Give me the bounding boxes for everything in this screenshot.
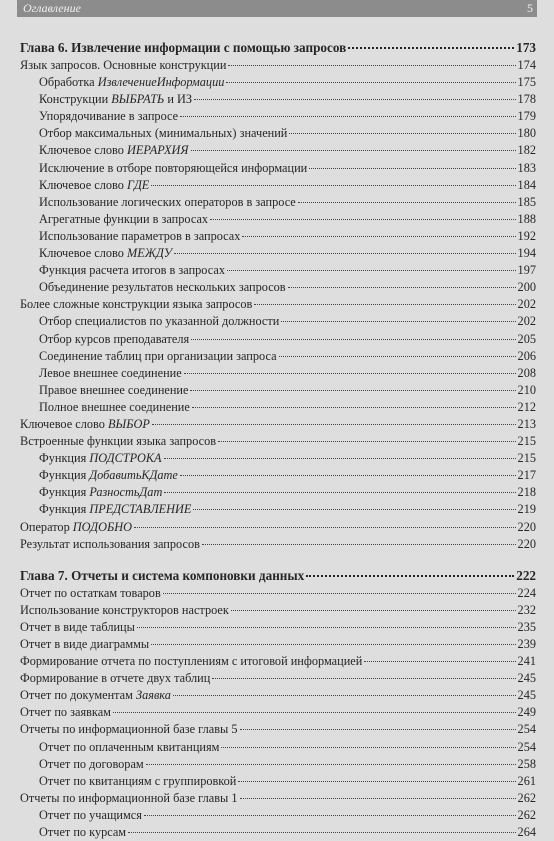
dot-leader xyxy=(163,593,516,594)
entry-page: 202 xyxy=(517,314,536,329)
entry-page: 202 xyxy=(517,297,536,312)
entry-page: 188 xyxy=(517,211,536,226)
toc-entry xyxy=(20,602,536,619)
toc-entry xyxy=(20,670,536,687)
dot-leader xyxy=(240,729,516,730)
entry-page: 262 xyxy=(517,807,536,822)
entry-page: 194 xyxy=(517,246,536,261)
toc-entry xyxy=(20,279,536,296)
toc-entry xyxy=(20,790,536,807)
toc-entry xyxy=(20,687,536,704)
dot-leader xyxy=(193,509,515,510)
dot-leader xyxy=(180,475,516,476)
entry-page: 213 xyxy=(517,416,536,431)
table-of-contents xyxy=(20,39,536,841)
chapter-title: Глава 6. Извлечение информации с помощью запросов xyxy=(20,40,347,55)
entry-title: Отбор максимальных (минимальных) значений xyxy=(39,126,288,141)
entry-title: Функция ПОДСТРОКА xyxy=(39,451,162,466)
toc-entry xyxy=(20,619,536,636)
toc-entry xyxy=(20,484,536,501)
toc-entry xyxy=(20,313,536,330)
entry-page: 212 xyxy=(517,399,536,414)
entry-title: Упорядочивание в запросе xyxy=(39,109,179,124)
toc-entry xyxy=(20,636,536,653)
toc-entry xyxy=(20,177,536,194)
entry-title: Ключевое слово МЕЖДУ xyxy=(39,246,173,261)
entry-title: Отчет по договорам xyxy=(39,756,144,771)
entry-title: Функция ПРЕДСТАВЛЕНИЕ xyxy=(39,502,192,517)
dot-leader xyxy=(212,678,515,679)
entry-page: 179 xyxy=(517,109,536,124)
toc-entry xyxy=(20,704,536,721)
dot-leader xyxy=(254,304,515,305)
toc-entry xyxy=(20,824,536,841)
toc-entry xyxy=(20,519,536,536)
toc-entry xyxy=(20,348,536,365)
toc-entry xyxy=(20,125,536,142)
entry-title: Отчет по квитанциям с группировкой xyxy=(39,773,237,788)
dot-leader xyxy=(306,575,514,577)
entry-page: 245 xyxy=(517,688,536,703)
toc-entry xyxy=(20,142,536,159)
toc-entry xyxy=(20,653,536,670)
dot-leader xyxy=(128,832,515,833)
toc-entry xyxy=(20,331,536,348)
entry-title: Отчет в виде диаграммы xyxy=(20,637,150,651)
toc-entry xyxy=(20,739,536,756)
entry-page: 262 xyxy=(517,790,536,805)
entry-title: Объединение результатов нескольких запросов xyxy=(39,280,286,295)
entry-title: Использование конструкторов настроек xyxy=(20,602,229,617)
dot-leader xyxy=(152,424,516,425)
entry-title: Отчет по остаткам товаров xyxy=(20,585,161,600)
entry-page: 217 xyxy=(517,468,536,483)
entry-page: 241 xyxy=(517,654,536,669)
entry-page: 180 xyxy=(517,126,536,141)
toc-entry xyxy=(20,585,536,602)
toc-entry xyxy=(20,262,536,279)
entry-page: 200 xyxy=(517,280,536,295)
dot-leader xyxy=(164,492,515,493)
entry-title: Ключевое слово ИЕРАРХИЯ xyxy=(39,143,189,158)
entry-page: 208 xyxy=(517,365,536,380)
entry-title: Функция расчета итогов в запросах xyxy=(39,263,225,278)
dot-leader xyxy=(113,712,516,713)
toc-entry xyxy=(20,365,536,382)
entry-page: 210 xyxy=(517,382,536,397)
entry-title: Ключевое слово ВЫБОР xyxy=(20,416,150,431)
dot-leader xyxy=(298,202,516,203)
entry-title: Отчеты по информационной базе главы 1 xyxy=(20,790,238,805)
entry-page: 239 xyxy=(517,637,536,651)
toc-entry xyxy=(20,773,536,790)
entry-title: Формирование в отчете двух таблиц xyxy=(20,671,211,686)
entry-page: 232 xyxy=(517,602,536,617)
entry-page: 218 xyxy=(517,485,536,500)
entry-page: 175 xyxy=(517,75,536,90)
toc-entry xyxy=(20,433,536,450)
dot-leader xyxy=(174,253,515,254)
dot-leader xyxy=(173,695,516,696)
chapter-page: 173 xyxy=(516,40,536,55)
toc-chapter-7 xyxy=(20,567,536,585)
toc-entry xyxy=(20,296,536,313)
toc-entry xyxy=(20,501,536,518)
dot-leader xyxy=(180,116,515,117)
toc-entry xyxy=(20,160,536,177)
entry-page: 261 xyxy=(517,773,536,788)
dot-leader xyxy=(202,544,516,545)
chapter-7-entries xyxy=(20,585,536,841)
entry-page: 220 xyxy=(517,519,536,534)
toc-entry xyxy=(20,57,536,74)
entry-page: 174 xyxy=(517,58,536,72)
dot-leader xyxy=(288,287,516,288)
entry-page: 197 xyxy=(517,263,536,278)
entry-title: Встроенные функции языка запросов xyxy=(20,434,217,449)
toc-entry xyxy=(20,194,536,211)
dot-leader xyxy=(144,815,516,816)
entry-page: 185 xyxy=(517,194,536,209)
entry-title: Более сложные конструкции языка запросов xyxy=(20,297,253,312)
dot-leader xyxy=(137,627,516,628)
entry-title: Формирование отчета по поступлениям с итоговой информацией xyxy=(20,654,363,669)
dot-leader xyxy=(289,133,515,134)
toc-entry xyxy=(20,721,536,738)
dot-leader xyxy=(240,798,516,799)
toc-entry xyxy=(20,536,536,553)
dot-leader xyxy=(190,390,515,391)
toc-entry xyxy=(20,108,536,125)
dot-leader xyxy=(194,99,515,100)
chapter-6-entries xyxy=(20,57,536,553)
entry-page: 254 xyxy=(517,722,536,737)
dot-leader xyxy=(364,661,515,662)
dot-leader xyxy=(226,82,515,83)
toc-entry xyxy=(20,211,536,228)
dot-leader xyxy=(164,458,516,459)
entry-page: 249 xyxy=(517,705,536,720)
entry-page: 182 xyxy=(517,143,536,158)
entry-title: Исключение в отборе повторяющейся информации xyxy=(39,160,308,175)
entry-page: 258 xyxy=(517,756,536,771)
chapter-page: 222 xyxy=(516,567,536,583)
header-page-number: 5 xyxy=(527,1,533,15)
entry-title: Функция ДобавитьКДате xyxy=(39,468,178,483)
toc-entry xyxy=(20,450,536,467)
dot-leader xyxy=(221,747,515,748)
toc-entry xyxy=(20,91,536,108)
dot-leader xyxy=(227,270,516,271)
entry-title: Ключевое слово ГДЕ xyxy=(39,177,150,192)
entry-title: Обработка ИзвлечениеИнформации xyxy=(39,75,225,90)
entry-title: Левое внешнее соединение xyxy=(39,365,182,380)
dot-leader xyxy=(281,321,515,322)
dot-leader xyxy=(151,644,515,645)
header-title: Оглавление xyxy=(23,1,81,15)
dot-leader xyxy=(242,236,515,237)
entry-page: 205 xyxy=(517,331,536,346)
entry-title: Оператор ПОДОБНО xyxy=(20,519,132,534)
dot-leader xyxy=(231,610,516,611)
entry-page: 220 xyxy=(517,536,536,551)
entry-title: Отчеты по информационной базе главы 5 xyxy=(20,722,238,737)
entry-page: 245 xyxy=(517,671,536,686)
entry-title: Полное внешнее соединение xyxy=(39,399,190,414)
toc-entry xyxy=(20,807,536,824)
toc-chapter-6 xyxy=(20,39,536,57)
dot-leader xyxy=(210,219,515,220)
entry-page: 184 xyxy=(517,177,536,192)
dot-leader xyxy=(228,65,515,66)
entry-page: 192 xyxy=(517,228,536,243)
dot-leader xyxy=(238,781,515,782)
toc-entry xyxy=(20,399,536,416)
dot-leader xyxy=(146,764,516,765)
entry-title: Отчет в виде таблицы xyxy=(20,619,135,634)
entry-page: 254 xyxy=(517,739,536,754)
entry-title: Агрегатные функции в запросах xyxy=(39,211,209,226)
entry-page: 219 xyxy=(517,502,536,517)
dot-leader xyxy=(192,407,516,408)
entry-page: 183 xyxy=(517,160,536,175)
chapter-title: Глава 7. Отчеты и система компоновки данных xyxy=(20,567,305,583)
entry-page: 235 xyxy=(517,619,536,634)
entry-title: Конструкции ВЫБРАТЬ и ИЗ xyxy=(39,92,193,107)
entry-title: Использование логических операторов в запросе xyxy=(39,194,296,209)
toc-entry xyxy=(20,756,536,773)
entry-title: Отбор курсов преподавателя xyxy=(39,331,190,346)
entry-title: Использование параметров в запросах xyxy=(39,228,241,243)
dot-leader xyxy=(191,339,515,340)
dot-leader xyxy=(151,185,515,186)
entry-title: Соединение таблиц при организации запроса xyxy=(39,348,277,363)
entry-page: 178 xyxy=(517,92,536,107)
entry-title: Отчет по учащимся xyxy=(39,807,142,822)
entry-title: Отчет по оплаченным квитанциям xyxy=(39,739,220,754)
dot-leader xyxy=(218,441,515,442)
dot-leader xyxy=(184,373,516,374)
entry-title: Результат использования запросов xyxy=(20,536,200,551)
toc-entry xyxy=(20,74,536,91)
entry-title: Отчет по курсам xyxy=(39,825,127,840)
dot-leader xyxy=(191,150,516,151)
entry-title: Отбор специалистов по указанной должности xyxy=(39,314,280,329)
entry-page: 206 xyxy=(517,348,536,363)
dot-leader xyxy=(279,356,516,357)
dot-leader xyxy=(309,168,515,169)
running-header xyxy=(17,0,537,17)
dot-leader xyxy=(134,527,516,528)
entry-title: Отчет по документам Заявка xyxy=(20,688,171,703)
entry-page: 264 xyxy=(517,825,536,840)
entry-title: Отчет по заявкам xyxy=(20,705,111,720)
entry-title: Язык запросов. Основные конструкции xyxy=(20,58,227,72)
entry-page: 215 xyxy=(517,434,536,449)
toc-entry xyxy=(20,382,536,399)
entry-title: Правое внешнее соединение xyxy=(39,382,189,397)
dot-leader xyxy=(348,47,514,49)
toc-entry xyxy=(20,416,536,433)
entry-page: 224 xyxy=(517,585,536,600)
toc-entry xyxy=(20,245,536,262)
toc-entry xyxy=(20,467,536,484)
toc-entry xyxy=(20,228,536,245)
entry-title: Функция РазностьДат xyxy=(39,485,163,500)
entry-page: 215 xyxy=(517,451,536,466)
